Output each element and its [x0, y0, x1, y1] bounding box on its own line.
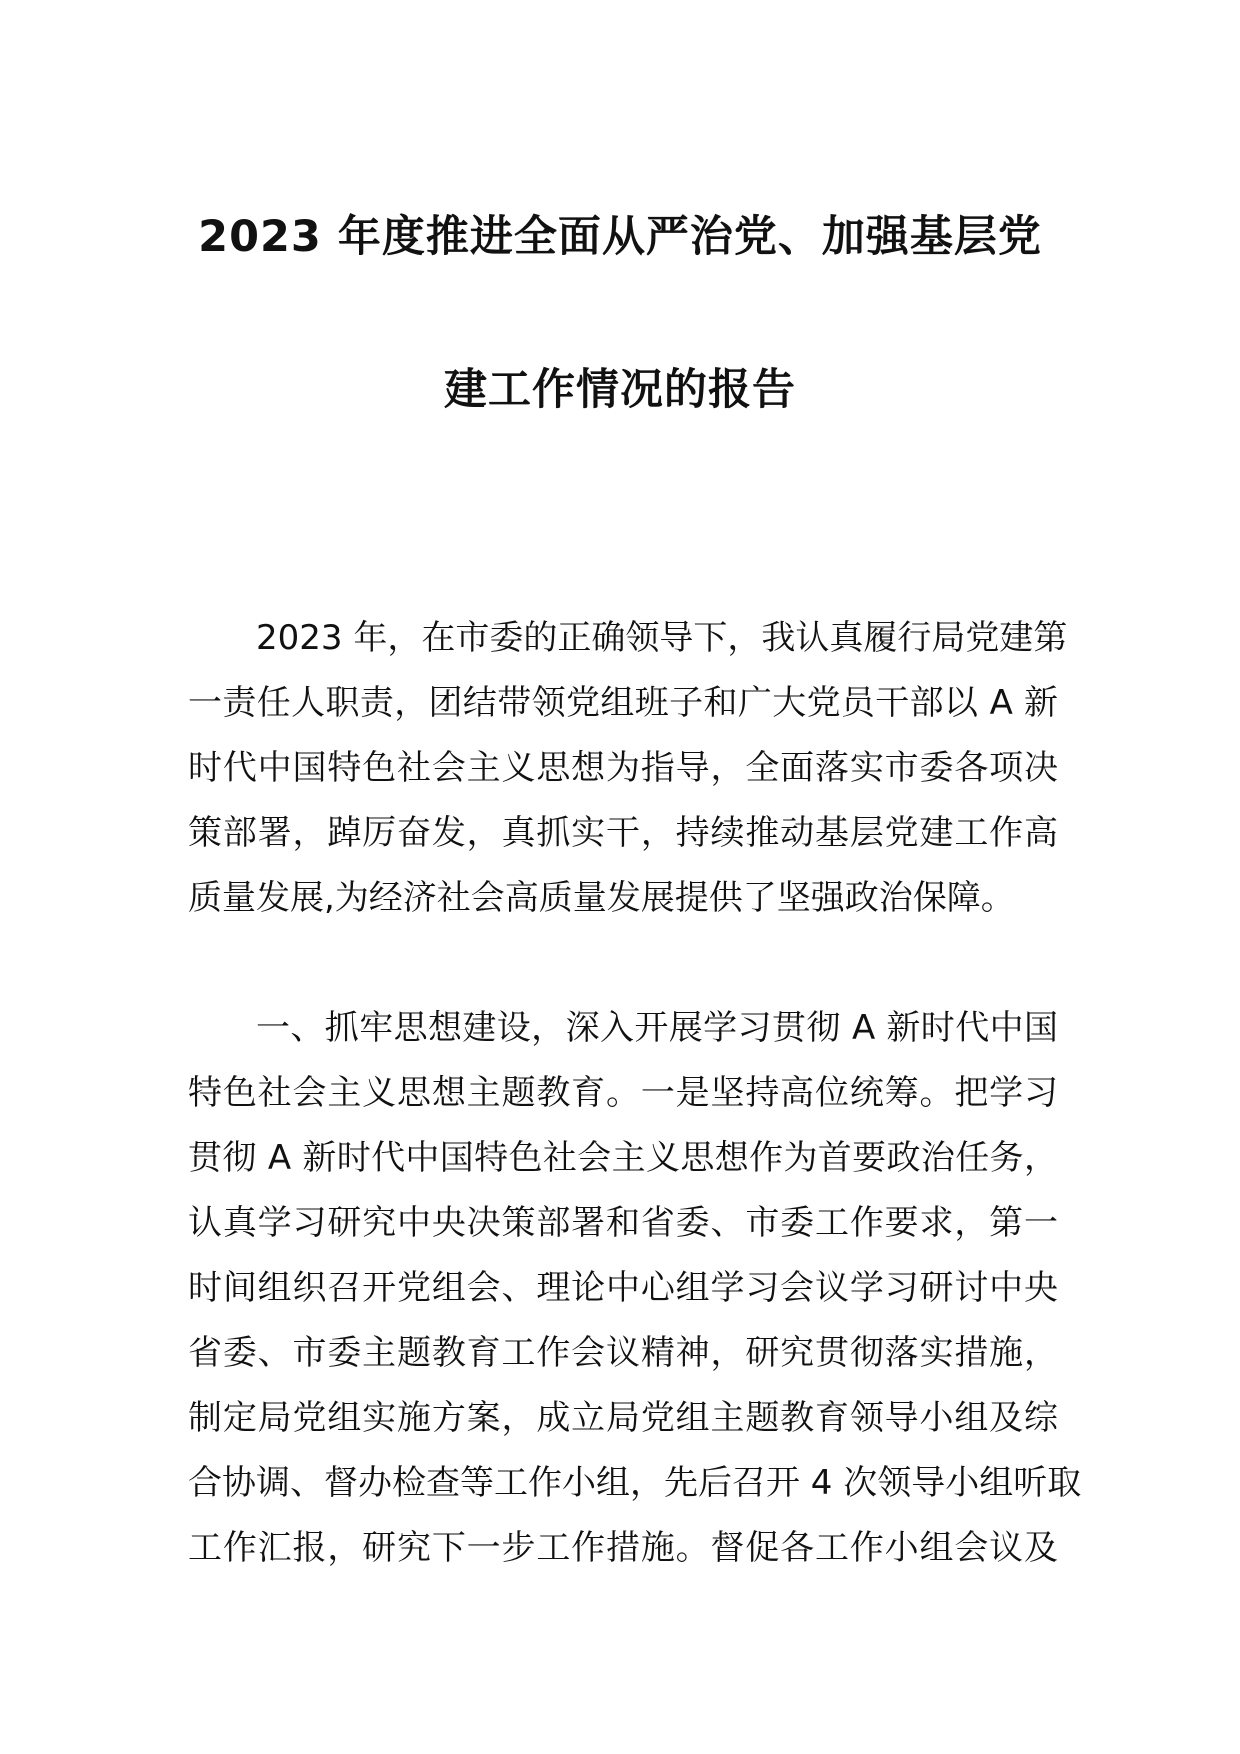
- paragraph-section-1: [188, 996, 1082, 1581]
- paragraph-line: 质量发展,为经济社会高质量发展提供了坚强政治保障。: [188, 878, 1015, 918]
- document-title-line-2: 建工作情况的报告: [444, 365, 796, 415]
- paragraph-line: 2023 年，在市委的正确领导下，我认真履行局党建第: [256, 618, 1068, 658]
- paragraph-line: 贯彻 A 新时代中国特色社会主义思想作为首要政治任务，: [188, 1138, 1058, 1178]
- paragraph-line: 合协调、督办检查等工作小组，先后召开 4 次领导小组听取: [188, 1463, 1082, 1503]
- paragraph-line: 认真学习研究中央决策部署和省委、市委工作要求，第一: [188, 1203, 1058, 1243]
- paragraph-line: 特色社会主义思想主题教育。一是坚持高位统筹。把学习: [188, 1073, 1058, 1113]
- paragraph-line: 制定局党组实施方案，成立局党组主题教育领导小组及综: [188, 1398, 1058, 1438]
- paragraph-line: 时间组织召开党组会、理论中心组学习会议学习研讨中央: [188, 1268, 1058, 1308]
- paragraph-line: 省委、市委主题教育工作会议精神，研究贯彻落实措施，: [188, 1333, 1058, 1373]
- paragraph-line: 工作汇报，研究下一步工作措施。督促各工作小组会议及: [188, 1528, 1058, 1568]
- paragraph-line: 一责任人职责，团结带领党组班子和广大党员干部以 A 新: [188, 683, 1058, 723]
- paragraph-intro: [188, 606, 1068, 931]
- paragraph-line: 一、抓牢思想建设，深入开展学习贯彻 A 新时代中国: [256, 1008, 1058, 1048]
- document-title-line-1: 2023 年度推进全面从严治党、加强基层党: [198, 212, 1042, 262]
- paragraph-line: 时代中国特色社会主义思想为指导，全面落实市委各项决: [188, 748, 1058, 788]
- paragraph-line: 策部署，踔厉奋发，真抓实干，持续推动基层党建工作高: [188, 813, 1058, 853]
